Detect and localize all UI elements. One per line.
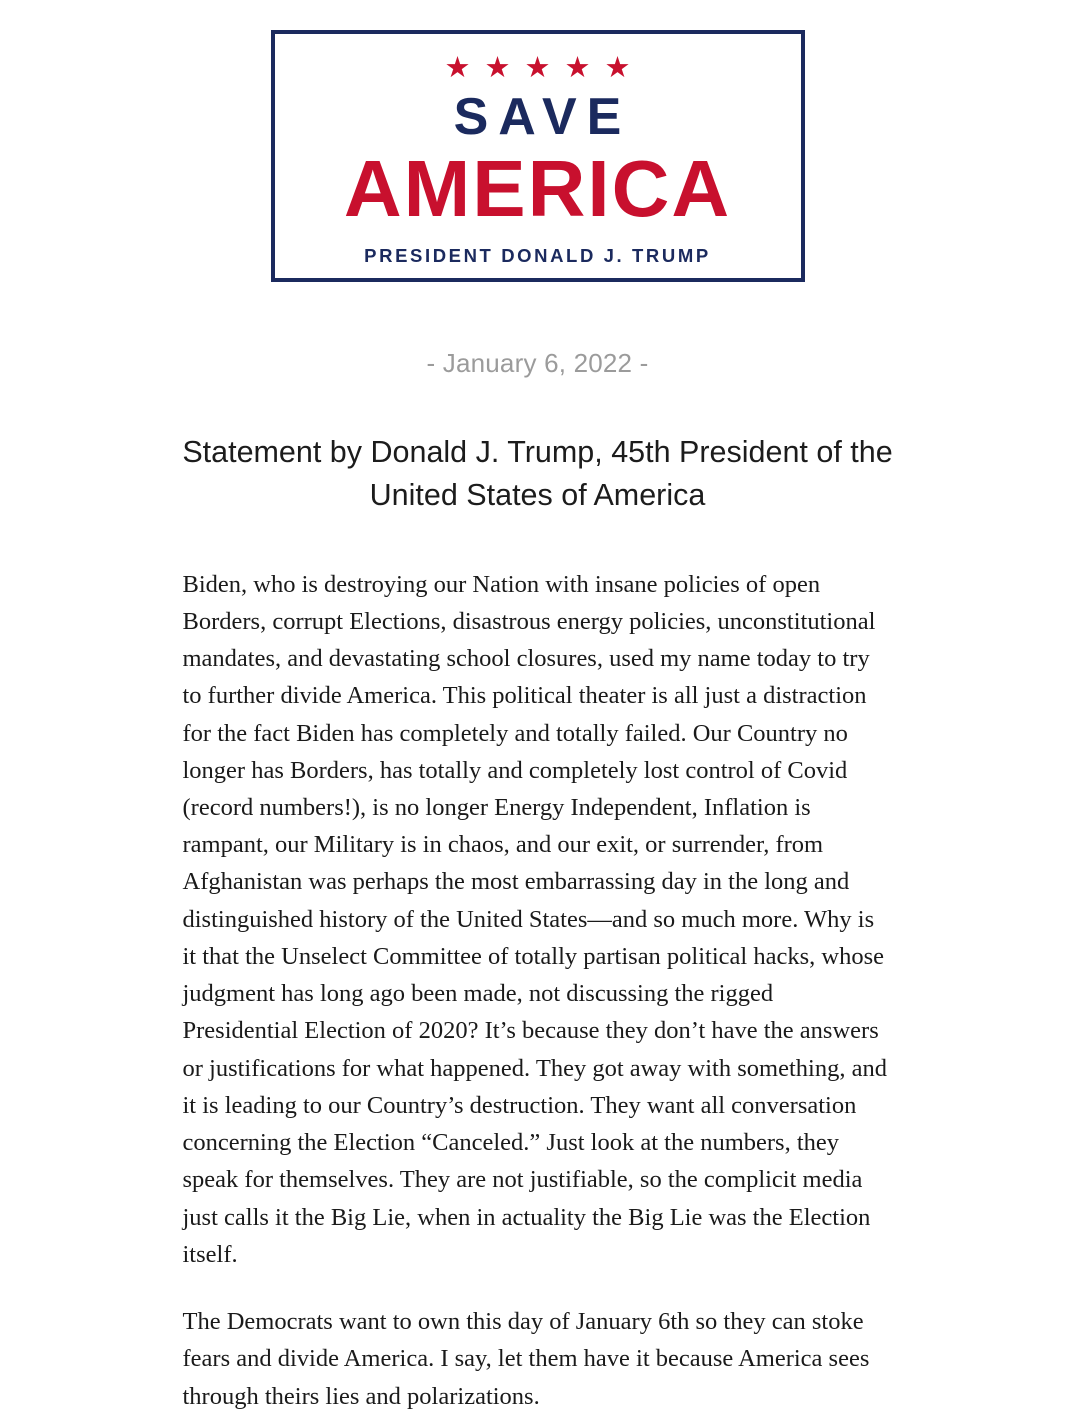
logo-word-save: SAVE xyxy=(453,88,632,146)
star-icon: ★ xyxy=(484,51,511,84)
logo-container xyxy=(0,0,1075,282)
page-title: Statement by Donald J. Trump, 45th President of the United States of America xyxy=(182,435,893,513)
logo-word-america: AMERICA xyxy=(343,143,732,233)
publication-date: - January 6, 2022 - xyxy=(426,348,649,378)
star-icon: ★ xyxy=(444,51,471,84)
paragraph: The Democrats want to own this day of January 6th so they can stoke fears and divide America. I say, let them have it because America sees through theirs lies and polarizations. xyxy=(182,1308,870,1410)
save-america-logo xyxy=(271,30,805,282)
star-icon: ★ xyxy=(564,51,591,84)
statement-body xyxy=(83,566,993,1415)
star-icon: ★ xyxy=(524,51,551,84)
paragraph: Biden, who is destroying our Nation with insane policies of open Borders, corrupt Elections, disastrous energy policies, unconstitutional mandates, and devastating school closures, used my name today to try to further divide America. This political theater is all just a distraction for the fact Biden has completely and totally failed. Our Country no longer has Borders, has totally and completely lost control of Covid (record numbers!), is no longer Energy Independent, Inflation is rampant, our Military is in chaos, and our exit, or surrender, from Afghanistan was perhaps the most embarrassing day in the long and distinguished history of the United States—and so much more. Why is it that the Unselect Committee of totally partisan political hacks, whose judgment has long ago been made, not discussing the rigged Presidential Election of 2020? It’s because they don’t have the answers or justifications for what happened. They got away with something, and it is leading to our Country’s destruction. They want all conversation concerning the Election “Canceled.” Just look at the numbers, they speak for themselves. They are not justifiable, so the complicit media just calls it the Big Lie, when in actuality the Big Lie was the Election itself. xyxy=(182,570,887,1268)
logo-subtitle: PRESIDENT DONALD J. TRUMP xyxy=(364,244,711,266)
stars-row xyxy=(445,52,631,84)
star-icon: ★ xyxy=(604,51,631,84)
